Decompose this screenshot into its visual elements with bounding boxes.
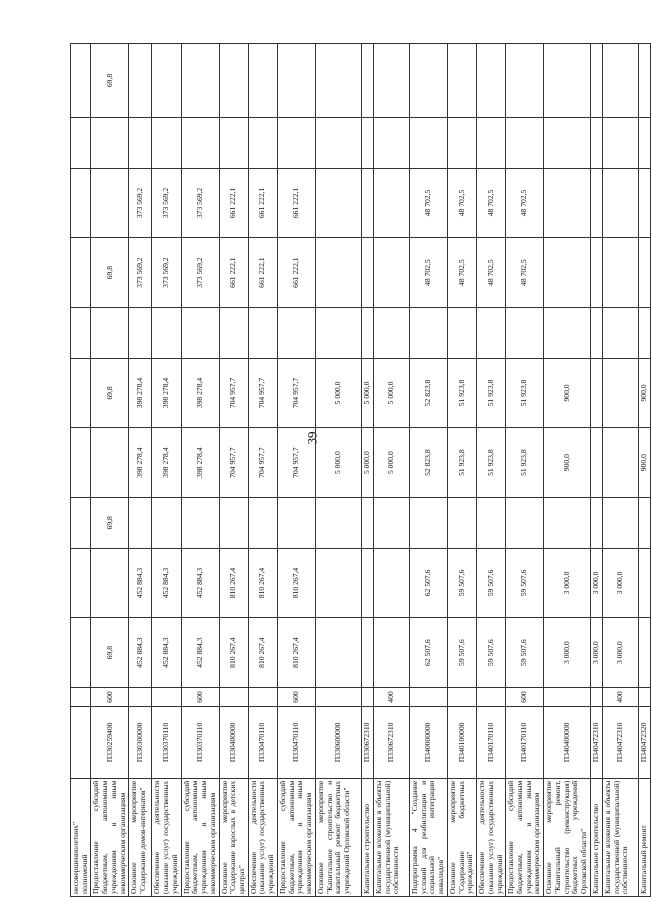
amount-cell xyxy=(590,428,602,498)
amount-cell: 5 000,0 xyxy=(373,428,409,498)
amount-cell: 59 507,6 xyxy=(477,548,506,618)
amount-cell xyxy=(361,497,373,548)
table-row xyxy=(544,44,591,897)
amount-cell xyxy=(91,548,129,618)
amount-cell: 398 278,4 xyxy=(129,358,152,428)
amount-cell xyxy=(638,238,650,308)
amount-cell: 900,0 xyxy=(544,358,591,428)
table-row xyxy=(477,44,506,897)
table-row xyxy=(71,44,91,897)
amount-cell: 51 923,8 xyxy=(477,358,506,428)
amount-cell xyxy=(373,44,409,118)
amount-cell xyxy=(219,44,248,118)
amount-cell xyxy=(361,168,373,238)
amount-cell: 704 957,7 xyxy=(219,428,248,498)
row-code: П340400000 xyxy=(544,706,591,778)
amount-cell: 373 569,2 xyxy=(129,238,152,308)
row-expense-type xyxy=(361,687,373,706)
amount-cell: 452 884,3 xyxy=(152,618,181,688)
row-expense-type xyxy=(152,687,181,706)
budget-table-container xyxy=(70,43,648,897)
amount-cell: 69,8 xyxy=(91,44,129,118)
amount-cell xyxy=(373,548,409,618)
row-code: П330400000 xyxy=(219,706,248,778)
amount-cell: 704 957,7 xyxy=(277,428,315,498)
row-expense-type xyxy=(219,687,248,706)
amount-cell xyxy=(477,307,506,358)
amount-cell xyxy=(506,497,544,548)
row-expense-type xyxy=(248,687,277,706)
amount-cell: 48 702,5 xyxy=(409,168,447,238)
amount-cell: 59 507,6 xyxy=(477,618,506,688)
row-code: П330370110 xyxy=(152,706,181,778)
amount-cell xyxy=(602,428,638,498)
table-row xyxy=(373,44,409,897)
amount-cell: 3 000,0 xyxy=(602,618,638,688)
amount-cell: 51 923,8 xyxy=(477,428,506,498)
budget-table xyxy=(70,43,651,897)
amount-cell xyxy=(361,44,373,118)
amount-cell: 48 702,5 xyxy=(409,238,447,308)
amount-cell xyxy=(409,44,447,118)
table-row xyxy=(590,44,602,897)
amount-cell xyxy=(373,497,409,548)
amount-cell xyxy=(181,44,219,118)
amount-cell: 398 278,4 xyxy=(152,358,181,428)
amount-cell: 51 923,8 xyxy=(506,358,544,428)
amount-cell xyxy=(91,307,129,358)
amount-cell xyxy=(373,168,409,238)
amount-cell xyxy=(361,117,373,168)
amount-cell xyxy=(277,497,315,548)
amount-cell xyxy=(638,307,650,358)
row-expense-type: 600 xyxy=(91,687,129,706)
amount-cell xyxy=(373,117,409,168)
amount-cell xyxy=(248,497,277,548)
row-code: П330259400 xyxy=(91,706,129,778)
amount-cell: 48 702,5 xyxy=(447,238,476,308)
amount-cell xyxy=(373,307,409,358)
row-name: Основное мероприятие "Содержание домов-интернатов" xyxy=(129,778,152,896)
page-number: 39 xyxy=(304,431,320,445)
amount-cell xyxy=(638,44,650,118)
amount-cell: 704 957,7 xyxy=(219,358,248,428)
amount-cell: 810 267,4 xyxy=(248,618,277,688)
amount-cell: 69,8 xyxy=(91,358,129,428)
amount-cell xyxy=(71,44,91,118)
amount-cell xyxy=(602,117,638,168)
amount-cell: 810 267,4 xyxy=(277,618,315,688)
amount-cell xyxy=(544,117,591,168)
amount-cell xyxy=(544,497,591,548)
amount-cell: 5 000,0 xyxy=(315,428,361,498)
amount-cell xyxy=(71,548,91,618)
row-code: П340170110 xyxy=(477,706,506,778)
amount-cell: 373 569,2 xyxy=(181,168,219,238)
amount-cell: 661 222,1 xyxy=(277,168,315,238)
amount-cell xyxy=(315,548,361,618)
row-expense-type: 600 xyxy=(181,687,219,706)
amount-cell: 51 923,8 xyxy=(506,428,544,498)
amount-cell: 62 507,6 xyxy=(409,618,447,688)
amount-cell: 59 507,6 xyxy=(447,548,476,618)
table-row xyxy=(447,44,476,897)
amount-cell xyxy=(544,168,591,238)
table-row xyxy=(129,44,152,897)
amount-cell: 3 000,0 xyxy=(544,548,591,618)
amount-cell xyxy=(590,307,602,358)
amount-cell: 48 702,5 xyxy=(506,168,544,238)
table-row xyxy=(277,44,315,897)
row-name: Подпрограмма 4 "Создание условий для реабилитации и социальной интеграции инвалидов" xyxy=(409,778,447,896)
amount-cell: 3 000,0 xyxy=(590,548,602,618)
row-expense-type xyxy=(71,687,91,706)
amount-cell: 900,0 xyxy=(544,428,591,498)
amount-cell: 3 000,0 xyxy=(544,618,591,688)
amount-cell xyxy=(638,548,650,618)
amount-cell: 398 278,4 xyxy=(181,428,219,498)
table-row xyxy=(181,44,219,897)
row-expense-type xyxy=(129,687,152,706)
table-row xyxy=(248,44,277,897)
amount-cell: 398 278,4 xyxy=(181,358,219,428)
row-name: Основное мероприятие "Содержание бюджетных учреждений" xyxy=(447,778,476,896)
amount-cell xyxy=(71,117,91,168)
amount-cell: 59 507,6 xyxy=(447,618,476,688)
table-row xyxy=(506,44,544,897)
amount-cell xyxy=(91,168,129,238)
row-name: Предоставление субсидий бюджетным, автономным учреждениям и иным некоммерческим организациям xyxy=(277,778,315,896)
amount-cell: 810 267,4 xyxy=(219,618,248,688)
amount-cell xyxy=(277,117,315,168)
amount-cell: 398 278,4 xyxy=(129,428,152,498)
row-expense-type: 400 xyxy=(602,687,638,706)
amount-cell xyxy=(602,307,638,358)
amount-cell: 900,0 xyxy=(638,358,650,428)
row-code xyxy=(71,706,91,778)
amount-cell xyxy=(590,238,602,308)
amount-cell: 452 884,3 xyxy=(129,618,152,688)
row-name: Предоставление субсидий бюджетным, автономным учреждениям и иным некоммерческим организациям xyxy=(181,778,219,896)
amount-cell: 3 000,0 xyxy=(602,548,638,618)
amount-cell: 704 957,7 xyxy=(248,358,277,428)
amount-cell xyxy=(361,618,373,688)
amount-cell xyxy=(71,618,91,688)
amount-cell: 48 702,5 xyxy=(477,168,506,238)
table-row xyxy=(638,44,650,897)
amount-cell xyxy=(477,44,506,118)
row-code: П330672310 xyxy=(361,706,373,778)
amount-cell xyxy=(447,497,476,548)
row-name: Основное мероприятие "Капитальный ремонт, строительство (реконструкция) бюджетных учреждений Орловской области" xyxy=(544,778,591,896)
amount-cell: 69,8 xyxy=(91,618,129,688)
amount-cell xyxy=(506,44,544,118)
amount-cell: 52 823,8 xyxy=(409,358,447,428)
row-code: П340000000 xyxy=(409,706,447,778)
amount-cell xyxy=(315,117,361,168)
amount-cell: 51 923,8 xyxy=(447,428,476,498)
amount-cell: 704 957,7 xyxy=(248,428,277,498)
amount-cell xyxy=(477,117,506,168)
amount-cell xyxy=(373,238,409,308)
amount-cell xyxy=(181,307,219,358)
row-code: П330370110 xyxy=(181,706,219,778)
row-name: Обеспечение деятельности (оказание услуг) государственных учреждений xyxy=(152,778,181,896)
row-code: П330470110 xyxy=(277,706,315,778)
table-row xyxy=(361,44,373,897)
amount-cell xyxy=(152,307,181,358)
amount-cell xyxy=(71,497,91,548)
amount-cell: 5 000,0 xyxy=(361,428,373,498)
row-expense-type xyxy=(590,687,602,706)
amount-cell xyxy=(361,238,373,308)
amount-cell xyxy=(447,117,476,168)
amount-cell: 373 569,2 xyxy=(152,238,181,308)
amount-cell: 5 000,0 xyxy=(373,358,409,428)
amount-cell: 452 884,3 xyxy=(152,548,181,618)
row-name: Обеспечение деятельности (оказание услуг) государственных учреждений xyxy=(248,778,277,896)
amount-cell xyxy=(361,307,373,358)
amount-cell xyxy=(91,428,129,498)
row-name: Капитальное строительство xyxy=(361,778,373,896)
amount-cell: 810 267,4 xyxy=(277,548,315,618)
amount-cell xyxy=(361,548,373,618)
amount-cell: 452 884,3 xyxy=(181,548,219,618)
amount-cell xyxy=(219,497,248,548)
row-name: Предоставление субсидий бюджетным, автономным учреждениям и иным некоммерческим организациям xyxy=(506,778,544,896)
amount-cell xyxy=(638,497,650,548)
amount-cell: 661 222,1 xyxy=(248,168,277,238)
amount-cell xyxy=(152,497,181,548)
amount-cell: 5 000,0 xyxy=(361,358,373,428)
amount-cell xyxy=(590,168,602,238)
row-code: П340170110 xyxy=(506,706,544,778)
amount-cell xyxy=(602,238,638,308)
row-name: Капитальные вложения в объекты государственной (муниципальной) собственности xyxy=(602,778,638,896)
amount-cell xyxy=(506,307,544,358)
amount-cell xyxy=(590,497,602,548)
amount-cell xyxy=(315,168,361,238)
row-name: Предоставление субсидий бюджетным, автономным учреждениям и иным некоммерческим организациям xyxy=(91,778,129,896)
amount-cell xyxy=(315,44,361,118)
row-expense-type xyxy=(409,687,447,706)
amount-cell: 810 267,4 xyxy=(219,548,248,618)
table-row xyxy=(152,44,181,897)
row-expense-type xyxy=(477,687,506,706)
row-code: П330300000 xyxy=(129,706,152,778)
amount-cell xyxy=(315,307,361,358)
amount-cell xyxy=(602,358,638,428)
amount-cell xyxy=(248,117,277,168)
amount-cell: 661 222,1 xyxy=(248,238,277,308)
amount-cell xyxy=(602,168,638,238)
amount-cell xyxy=(315,618,361,688)
row-name: Основное мероприятие "Капитальное строительство и капитальный ремонт бюджетных учреждений Орловской области" xyxy=(315,778,361,896)
row-code: П340472310 xyxy=(602,706,638,778)
amount-cell xyxy=(152,44,181,118)
amount-cell xyxy=(447,307,476,358)
row-expense-type: 600 xyxy=(277,687,315,706)
table-row xyxy=(91,44,129,897)
amount-cell: 69,8 xyxy=(91,497,129,548)
amount-cell: 810 267,4 xyxy=(248,548,277,618)
amount-cell xyxy=(277,44,315,118)
amount-cell: 704 957,7 xyxy=(277,358,315,428)
amount-cell: 398 278,4 xyxy=(152,428,181,498)
amount-cell xyxy=(71,168,91,238)
amount-cell xyxy=(181,117,219,168)
amount-cell xyxy=(590,44,602,118)
amount-cell xyxy=(638,618,650,688)
row-code: П340472310 xyxy=(590,706,602,778)
row-name: Капитальное строительство xyxy=(590,778,602,896)
amount-cell: 48 702,5 xyxy=(506,238,544,308)
row-expense-type: 600 xyxy=(506,687,544,706)
amount-cell: 5 000,0 xyxy=(315,358,361,428)
row-name: Капитальные вложения в объекты государственной (муниципальной) собственности xyxy=(373,778,409,896)
amount-cell: 62 507,6 xyxy=(409,548,447,618)
amount-cell: 52 823,8 xyxy=(409,428,447,498)
table-row xyxy=(602,44,638,897)
amount-cell xyxy=(71,238,91,308)
amount-cell xyxy=(277,307,315,358)
amount-cell: 661 222,1 xyxy=(219,168,248,238)
amount-cell xyxy=(71,358,91,428)
amount-cell xyxy=(129,497,152,548)
amount-cell xyxy=(590,117,602,168)
table-row xyxy=(315,44,361,897)
amount-cell: 661 222,1 xyxy=(219,238,248,308)
amount-cell xyxy=(219,117,248,168)
amount-cell xyxy=(315,238,361,308)
amount-cell: 48 702,5 xyxy=(477,238,506,308)
amount-cell: 59 507,6 xyxy=(506,548,544,618)
amount-cell: 452 884,3 xyxy=(129,548,152,618)
amount-cell xyxy=(181,497,219,548)
amount-cell: 900,0 xyxy=(638,428,650,498)
row-code: П340472320 xyxy=(638,706,650,778)
row-name: несовершеннолетних" полномочий xyxy=(71,778,91,896)
row-code: П330672310 xyxy=(373,706,409,778)
amount-cell xyxy=(248,44,277,118)
amount-cell xyxy=(638,168,650,238)
row-expense-type: 400 xyxy=(373,687,409,706)
amount-cell xyxy=(409,117,447,168)
amount-cell: 59 507,6 xyxy=(506,618,544,688)
amount-cell xyxy=(71,428,91,498)
row-name: Основное мероприятие "Содержание взрослых в детских центрах" xyxy=(219,778,248,896)
amount-cell xyxy=(506,117,544,168)
amount-cell xyxy=(477,497,506,548)
table-row xyxy=(219,44,248,897)
amount-cell xyxy=(129,44,152,118)
amount-cell xyxy=(315,497,361,548)
amount-cell xyxy=(129,307,152,358)
row-expense-type xyxy=(544,687,591,706)
amount-cell xyxy=(544,238,591,308)
amount-cell xyxy=(447,44,476,118)
row-expense-type xyxy=(638,687,650,706)
amount-cell: 661 222,1 xyxy=(277,238,315,308)
row-code: П330600000 xyxy=(315,706,361,778)
amount-cell: 452 884,3 xyxy=(181,618,219,688)
amount-cell xyxy=(544,307,591,358)
amount-cell xyxy=(219,307,248,358)
amount-cell xyxy=(409,307,447,358)
row-expense-type xyxy=(315,687,361,706)
amount-cell xyxy=(129,117,152,168)
amount-cell xyxy=(590,358,602,428)
amount-cell xyxy=(248,307,277,358)
amount-cell xyxy=(373,618,409,688)
amount-cell xyxy=(638,117,650,168)
amount-cell xyxy=(91,117,129,168)
row-code: П330470110 xyxy=(248,706,277,778)
amount-cell: 373 569,2 xyxy=(181,238,219,308)
row-name: Обеспечение деятельности (оказание услуг) государственных учреждений xyxy=(477,778,506,896)
amount-cell: 69,8 xyxy=(91,238,129,308)
row-expense-type xyxy=(447,687,476,706)
amount-cell xyxy=(602,44,638,118)
amount-cell xyxy=(409,497,447,548)
table-row xyxy=(409,44,447,897)
amount-cell xyxy=(152,117,181,168)
row-name: Капитальный ремонт xyxy=(638,778,650,896)
amount-cell xyxy=(71,307,91,358)
amount-cell: 51 923,8 xyxy=(447,358,476,428)
amount-cell: 3 000,0 xyxy=(590,618,602,688)
row-code: П340100000 xyxy=(447,706,476,778)
amount-cell: 373 569,2 xyxy=(152,168,181,238)
amount-cell: 48 702,5 xyxy=(447,168,476,238)
amount-cell xyxy=(544,44,591,118)
amount-cell xyxy=(602,497,638,548)
amount-cell: 373 569,2 xyxy=(129,168,152,238)
